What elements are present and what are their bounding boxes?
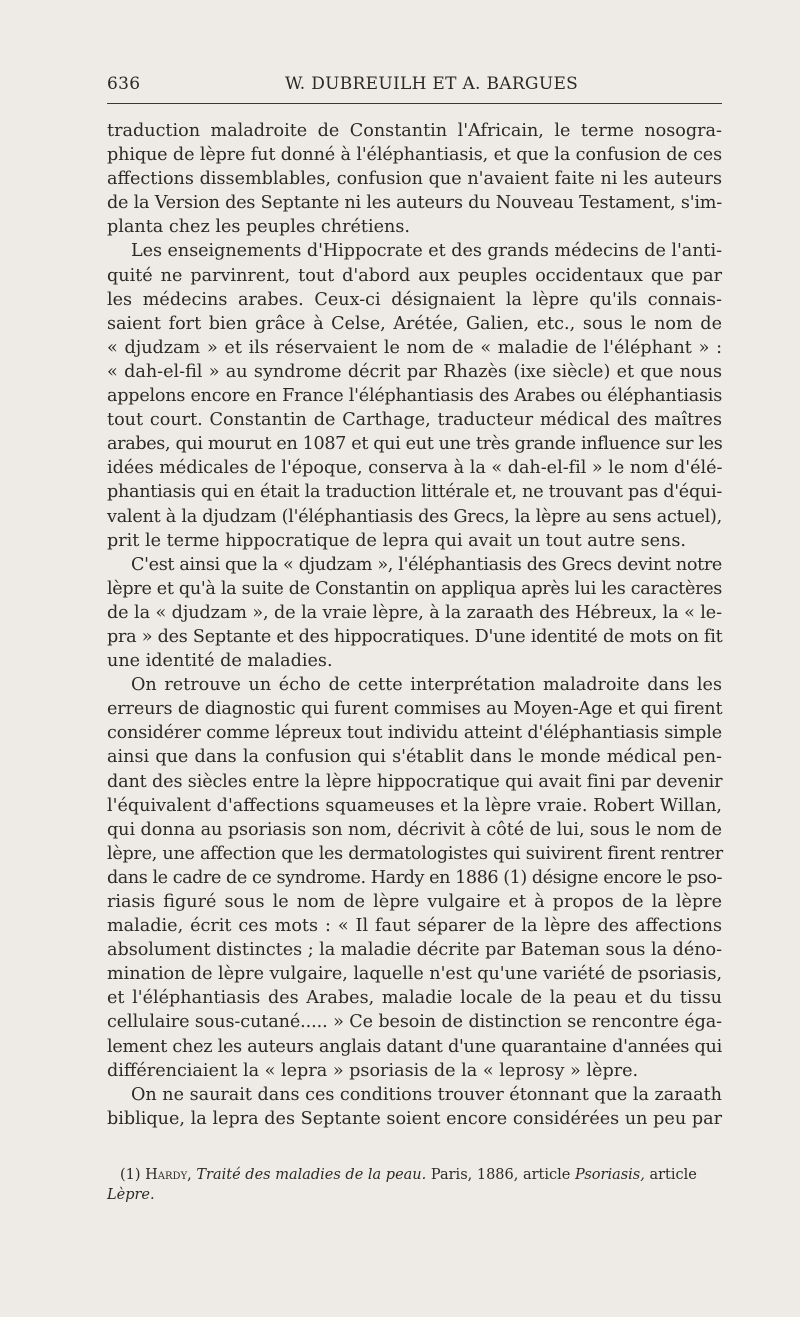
header-rule	[107, 103, 722, 104]
footnote	[107, 1165, 722, 1205]
text-line: appelons encore en France l'éléphantiasis des Arabes ou éléphantiasis	[107, 386, 722, 407]
text-line: phantiasis qui en était la traduction littérale et, ne trouvant pas d'équi-	[107, 482, 722, 503]
text-line: saient fort bien grâce à Celse, Arétée, Galien, etc., sous le nom de	[107, 313, 722, 334]
text-line: les médecins arabes. Ceux-ci désignaient la lèpre qu'ils connais-	[107, 289, 722, 310]
footnote-line-1: (1) Hardy, Traité des maladies de la peau. Paris, 1886, article Psoriasis, article	[120, 1167, 697, 1183]
text-line: cellulaire sous-cutané..... » Ce besoin de distinction se rencontre éga-	[107, 1012, 722, 1033]
footnote-marker: (1)	[120, 1167, 141, 1183]
text-line: On retrouve un écho de cette interprétation maladroite dans les	[131, 675, 722, 696]
text-line: lèpre et qu'à la suite de Constantin on appliqua après lui les caractères	[107, 578, 722, 599]
text-line: dans le cadre de ce syndrome. Hardy en 1886 (1) désigne encore le pso-	[107, 867, 722, 888]
text-line: traduction maladroite de Constantin l'Africain, le terme nosogra-	[107, 121, 722, 141]
footnote-author: Hardy	[145, 1167, 188, 1183]
text-line: l'équivalent d'affections squameuses et la lèpre vraie. Robert Willan,	[107, 795, 722, 816]
text-line: différenciaient la « lepra » psoriasis de la « leprosy » lèpre.	[107, 1060, 639, 1081]
text-line: et l'éléphantiasis des Arabes, maladie locale de la peau et du tissu	[107, 988, 722, 1009]
text-line: affections dissemblables, confusion que n'avaient faite ni les auteurs	[107, 169, 722, 190]
text-line: biblique, la lepra des Septante soient encore considérées un peu par	[107, 1108, 722, 1129]
footnote-publication: Paris, 1886, article	[430, 1167, 571, 1183]
footnote-article-title: Psoriasis,	[574, 1167, 645, 1183]
text-line: C'est ainsi que la « djudzam », l'éléphantiasis des Grecs devint notre	[131, 554, 722, 575]
text-line: maladie, écrit ces mots : « Il faut séparer de la lèpre des affections	[107, 916, 722, 937]
text-line: qui donna au psoriasis son nom, décrivit à côté de lui, sous le nom de	[107, 819, 722, 840]
text-line: riasis figuré sous le nom de lèpre vulgaire et à propos de la lèpre	[107, 892, 722, 912]
text-line: On ne saurait dans ces conditions trouver étonnant que la zaraath	[131, 1084, 722, 1105]
text-line: « dah-el-fil » au syndrome décrit par Rhazès (ixe siècle) et que nous	[107, 361, 722, 382]
text-line: dant des siècles entre la lèpre hippocratique qui avait fini par devenir	[107, 771, 723, 792]
text-line: quité ne parvinrent, tout d'abord aux peuples occidentaux que par	[107, 265, 722, 286]
footnote-article-word: article	[649, 1167, 697, 1183]
text-line: tout court. Constantin de Carthage, traducteur médical des maîtres	[107, 410, 722, 431]
text-line: pra » des Septante et des hippocratiques. D'une identité de mots on fit	[107, 626, 723, 647]
text-line: lèpre, une affection que les dermatologistes qui suivirent firent rentrer	[107, 843, 723, 864]
text-line: Les enseignements d'Hippocrate et des grands médecins de l'anti-	[131, 241, 722, 262]
text-line: erreurs de diagnostic qui furent commises au Moyen-Age et qui firent	[107, 699, 723, 720]
footnote-title: Traité des maladies de la peau.	[196, 1167, 427, 1183]
text-line: lement chez les auteurs anglais datant d'une quarantaine d'années qui	[107, 1036, 722, 1057]
text-line: arabes, qui mourut en 1087 et qui eut une très grande influence sur les	[107, 434, 723, 455]
text-line: mination de lèpre vulgaire, laquelle n'est qu'une variété de psoriasis,	[107, 964, 722, 985]
text-line: prit le terme hippocratique de lepra qui avait un tout autre sens.	[107, 530, 686, 551]
running-title: W. DUBREUILH ET A. BARGUES	[285, 74, 579, 94]
text-line: considérer comme lépreux tout individu atteint d'éléphantiasis simple	[107, 723, 722, 744]
page-number: 636	[107, 74, 141, 94]
page-header	[107, 68, 722, 98]
text-line: de la Version des Septante ni les auteurs du Nouveau Testament, s'im-	[107, 193, 722, 214]
text-line: absolument distinctes ; la maladie décrite par Bateman sous la déno-	[107, 940, 722, 961]
text-line: idées médicales de l'époque, conserva à la « dah-el-fil » le nom d'élé-	[107, 458, 723, 479]
text-line: une identité de maladies.	[107, 651, 333, 672]
text-line: de la « djudzam », de la vraie lèpre, à la zaraath des Hébreux, la « le-	[107, 602, 722, 623]
text-line: « djudzam » et ils réservaient le nom de « maladie de l'éléphant » :	[107, 337, 722, 358]
text-line: valent à la djudzam (l'éléphantiasis des Grecs, la lèpre au sens actuel),	[107, 506, 722, 527]
text-line: phique de lèpre fut donné à l'éléphantiasis, et que la confusion de ces	[107, 145, 722, 166]
body-text	[107, 119, 722, 1131]
text-line: ainsi que dans la confusion qui s'établit dans le monde médical pen-	[107, 747, 722, 768]
footnote-line-2: Lèpre.	[107, 1187, 155, 1203]
text-line: planta chez les peuples chrétiens.	[107, 217, 410, 238]
